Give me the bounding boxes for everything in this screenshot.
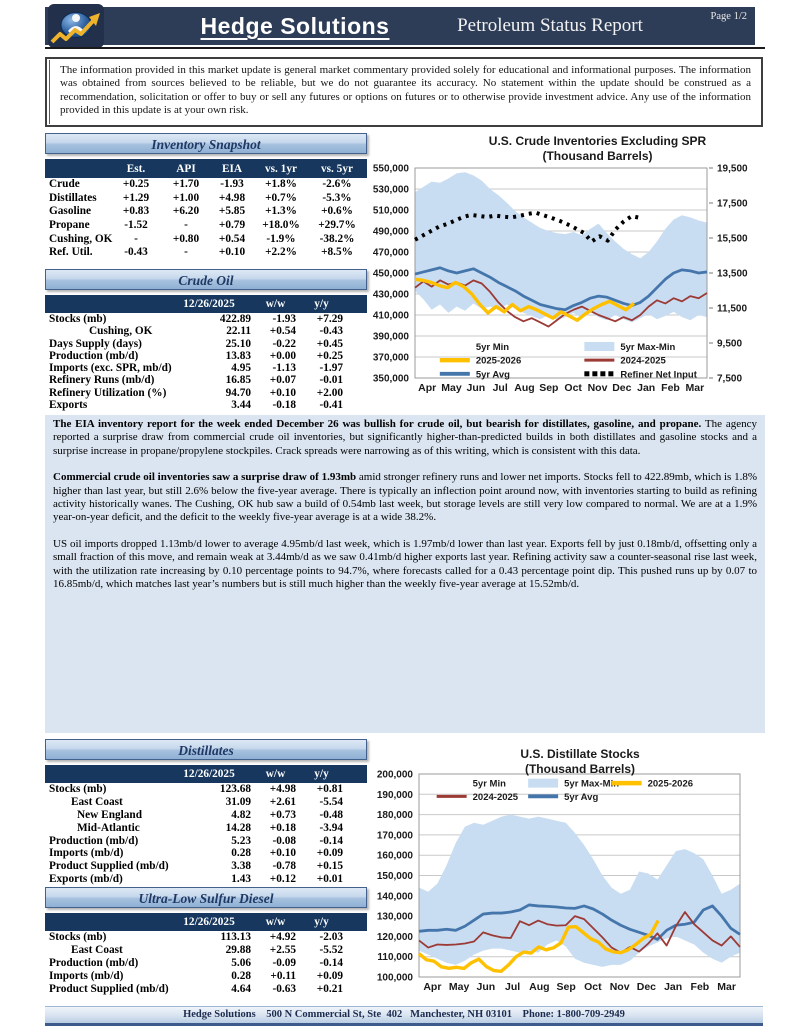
table-header [45, 295, 367, 313]
table-row [45, 205, 367, 219]
cell-value: -1.93 [220, 178, 244, 190]
cell-value: +0.00 [269, 349, 296, 362]
crude-chart-title [415, 134, 780, 164]
cell-value: +0.15 [316, 860, 343, 873]
cell-value: +2.00 [316, 386, 343, 399]
cell-value: 29.88 [225, 944, 251, 956]
row-label: Crude [49, 178, 80, 190]
svg-text:Mar: Mar [717, 981, 736, 993]
svg-text:150,000: 150,000 [376, 871, 413, 882]
cell-value: -0.01 [319, 374, 343, 387]
table-header [45, 765, 367, 783]
disclaimer-accent-line [49, 60, 50, 124]
distillates-table [45, 765, 367, 886]
legend-swatch-dot [608, 371, 613, 376]
cell-value: -0.14 [319, 957, 343, 969]
table-row [45, 178, 367, 192]
table-row [45, 374, 367, 386]
left-axis-labels [373, 164, 410, 385]
cell-value: -2.03 [319, 931, 343, 943]
column-header: vs. 5yr [320, 162, 353, 175]
cell-value: +7.29 [316, 313, 343, 325]
row-label: Days Supply (days) [49, 337, 142, 350]
cell-value: -1.97 [319, 362, 343, 375]
cell-value: +0.25 [122, 178, 150, 190]
crude-chart-title-line1: U.S. Crude Inventories Excluding SPR [488, 134, 707, 148]
cell-value: - [134, 232, 138, 245]
column-header: 12/26/2025 [183, 768, 235, 780]
svg-text:13,500: 13,500 [717, 268, 748, 280]
cell-value: +0.10 [269, 847, 296, 860]
legend-label: 5yr Avg [564, 791, 599, 803]
cell-value: +1.3% [265, 205, 297, 218]
column-header: 12/26/2025 [183, 916, 235, 928]
cell-value: +2.2% [265, 246, 297, 259]
cell-value: +0.7% [265, 191, 297, 204]
column-header: w/w [265, 916, 286, 928]
inventory-snapshot-table [45, 159, 367, 260]
cell-value: +29.7% [318, 219, 356, 232]
distillate-stocks-svg [360, 745, 800, 1003]
table-row [45, 362, 367, 374]
cell-value: 31.09 [225, 795, 251, 808]
cell-value: +2.61 [269, 795, 296, 808]
cell-value: 22.11 [226, 325, 251, 338]
cell-value: +0.18 [269, 821, 296, 834]
cell-value: 5.23 [231, 834, 251, 847]
column-header: Est. [126, 162, 146, 175]
cell-value: - [184, 219, 188, 232]
legend-label: 5yr Avg [475, 369, 510, 381]
legend-swatch-dot [600, 371, 605, 376]
table-row [45, 387, 367, 399]
cell-value: -5.3% [322, 191, 352, 204]
cell-value: +18.0% [262, 219, 300, 232]
table-row [45, 944, 367, 957]
row-label: Production (mb/d) [49, 349, 139, 362]
cell-value: +0.10 [218, 246, 246, 259]
cell-value: +0.54 [218, 232, 246, 245]
svg-text:Dec: Dec [636, 981, 657, 993]
svg-text:490,000: 490,000 [372, 226, 409, 238]
table-row [45, 796, 367, 809]
svg-text:9,500: 9,500 [717, 338, 743, 350]
legend-label: 2025-2026 [647, 778, 694, 790]
row-label: Stocks (mb) [49, 931, 107, 943]
cell-value: 5.06 [231, 957, 251, 969]
cell-value: +0.81 [316, 783, 343, 795]
table-row [45, 313, 367, 325]
svg-text:130,000: 130,000 [376, 911, 413, 923]
cell-value: -0.41 [319, 399, 343, 412]
cell-value: +8.5% [321, 246, 353, 259]
table-row [45, 246, 367, 260]
table-row [45, 350, 367, 362]
table-row [45, 931, 367, 944]
svg-text:530,000: 530,000 [372, 184, 409, 196]
cell-value: 123.68 [219, 783, 251, 795]
cell-value: +1.70 [172, 178, 200, 190]
svg-text:Sep: Sep [556, 981, 576, 993]
cell-value: +0.07 [269, 374, 296, 387]
svg-text:140,000: 140,000 [376, 891, 413, 903]
right-axis-labels [709, 164, 748, 385]
cell-value: +2.55 [269, 944, 296, 956]
cell-value: +0.11 [270, 970, 296, 982]
cell-value: +0.09 [316, 970, 343, 982]
cell-value: +5.85 [218, 205, 246, 218]
row-label: Imports (mb/d) [49, 847, 124, 860]
row-label: East Coast [71, 795, 123, 808]
cell-value: +1.00 [172, 191, 200, 204]
column-header: vs. 1yr [264, 162, 297, 175]
svg-text:390,000: 390,000 [372, 331, 409, 343]
legend-label: 2024-2025 [472, 791, 519, 803]
svg-text:Dec: Dec [612, 382, 632, 394]
crude-chart-title-line2: (Thousand Barrels) [542, 149, 653, 163]
svg-text:Apr: Apr [423, 981, 442, 993]
cell-value: +0.45 [316, 337, 343, 350]
legend-label: Refiner Net Input [620, 369, 697, 381]
svg-text:19,500: 19,500 [717, 163, 748, 175]
table-row [45, 970, 367, 983]
svg-text:Jun: Jun [476, 981, 496, 993]
svg-text:550,000: 550,000 [372, 163, 409, 175]
commentary-paragraph: The EIA inventory report for the week ended December 26 was bullish for crude oil, but bearish for distillates, gasoline, and propane. The agency reported a surprise draw from commercial crude oil inventories, but significantly higher-than-predicted builds in both distillates and gasoline stocks and a surprise increase in propane/propylene stockpiles. Crack spreads were narrowing as of this writing, which is consistent with this data. [53, 418, 757, 457]
row-label: Ref. Util. [49, 246, 93, 259]
legend-swatch-band [528, 779, 558, 788]
legend-label: 5yr Max-Min [620, 342, 676, 353]
table-row [45, 860, 367, 873]
cell-value: -0.48 [319, 808, 343, 821]
cell-value: +4.98 [269, 783, 296, 795]
chart-legend [437, 779, 693, 803]
footer-bar: Hedge Solutions 500 N Commercial St, Ste 402 Manchester, NH 03101 Phone: 1-800-709-2949 [45, 1006, 763, 1026]
svg-text:180,000: 180,000 [376, 810, 413, 822]
svg-text:Apr: Apr [418, 382, 437, 394]
row-label: East Coast [71, 944, 123, 956]
svg-text:Mar: Mar [685, 382, 705, 394]
row-label: Imports (exc. SPR, mb/d) [49, 362, 172, 375]
svg-text:Aug: Aug [514, 382, 535, 394]
table-header [45, 159, 367, 178]
crude-inventories-chart [360, 133, 800, 405]
cell-value: -5.54 [319, 795, 343, 808]
svg-text:Jan: Jan [637, 382, 656, 394]
cell-value: -38.2% [319, 232, 355, 245]
brand-name: Hedge Solutions [200, 13, 390, 39]
svg-text:May: May [448, 981, 470, 993]
cell-value: 1.43 [231, 873, 251, 886]
table-row [45, 192, 367, 206]
svg-text:370,000: 370,000 [372, 352, 409, 364]
cell-value: -0.18 [272, 399, 296, 412]
section-title-ulsd: Ultra-Low Sulfur Diesel [45, 887, 367, 908]
svg-text:Jul: Jul [492, 382, 508, 394]
column-header: y/y [314, 916, 329, 928]
row-label: Cushing, OK [49, 232, 113, 245]
cell-value: -3.94 [319, 821, 343, 834]
row-label: Product Supplied (mb/d) [49, 860, 169, 873]
svg-text:Jul: Jul [505, 981, 521, 993]
cell-value: -1.9% [266, 232, 296, 245]
cell-value: +0.10 [269, 386, 296, 399]
distillate-chart-title [400, 747, 760, 777]
table-row [45, 783, 367, 796]
cell-value: -0.14 [319, 834, 343, 847]
row-label: Refinery Runs (mb/d) [49, 374, 155, 387]
svg-text:160,000: 160,000 [376, 850, 413, 862]
svg-text:450,000: 450,000 [372, 268, 409, 280]
distillate-chart-title-line2: (Thousand Barrels) [524, 762, 635, 776]
cell-value: +0.25 [316, 349, 343, 362]
distillate-chart-title-line1: U.S. Distillate Stocks [520, 747, 640, 761]
commentary-block [45, 415, 765, 733]
cell-value: 16.85 [225, 374, 251, 387]
cell-value: 94.70 [225, 386, 251, 399]
legend-swatch-band [584, 342, 614, 351]
cell-value: 113.13 [220, 931, 251, 943]
commentary-paragraph: US oil imports dropped 1.13mb/d lower to average 4.95mb/d last week, which is 1.97mb/d lower than last year. Exports fell by just 0.18mb/d, offsetting only a small fraction of this move, and remain weak at 3.44mb/d as we saw 0.41mb/d higher exports last year. Refining activity saw a counter-seasonal rise last week, with the utilization rate increasing by 0.10 percentage points to 94.7%, where forecasts called for a 0.43 percentage point dip. This pushed runs up by 0.07 to 16.85mb/d, which matches last year’s numbers but is still much higher than the weekly five-year average at 15.52mb/d. [53, 537, 757, 591]
cell-value: +0.54 [269, 325, 296, 338]
cell-value: 3.38 [231, 860, 251, 873]
legend-label: 5yr Min [475, 342, 510, 353]
cell-value: 14.28 [225, 821, 251, 834]
svg-text:7,500: 7,500 [717, 373, 743, 385]
column-header: y/y [314, 298, 329, 310]
cell-value: -0.43 [124, 246, 148, 259]
column-header: y/y [314, 768, 329, 780]
svg-text:110,000: 110,000 [377, 952, 413, 964]
svg-text:Oct: Oct [564, 382, 582, 394]
row-label: Gasoline [49, 205, 92, 218]
cell-value: -0.63 [272, 983, 296, 995]
svg-text:Jan: Jan [664, 981, 683, 993]
cell-value: -0.22 [272, 337, 296, 350]
cell-value: -1.13 [272, 362, 296, 375]
table-row [45, 399, 367, 411]
row-label: Stocks (mb) [49, 313, 107, 325]
row-label: Mid-Atlantic [77, 821, 140, 834]
cell-value: +0.83 [122, 205, 150, 218]
cell-value: +4.98 [218, 191, 246, 204]
cell-value: +6.20 [172, 205, 200, 218]
column-header: w/w [265, 768, 286, 780]
table-row [45, 822, 367, 835]
svg-text:Sep: Sep [539, 382, 559, 394]
table-row [45, 835, 367, 848]
cell-value: +0.79 [218, 219, 246, 232]
svg-text:100,000: 100,000 [376, 972, 413, 984]
svg-text:350,000: 350,000 [372, 373, 409, 385]
cell-value: 3.44 [231, 399, 251, 412]
band-5yr-range [415, 172, 707, 322]
svg-text:410,000: 410,000 [372, 310, 409, 322]
row-label: Product Supplied (mb/d) [49, 983, 169, 995]
legend-swatch-dot [584, 371, 589, 376]
cell-value: 13.83 [225, 349, 251, 362]
svg-text:200,000: 200,000 [376, 769, 413, 781]
table-row [45, 233, 367, 247]
cell-value: +0.80 [172, 232, 200, 245]
table-row [45, 219, 367, 233]
row-label: Exports [49, 399, 88, 412]
svg-text:Aug: Aug [529, 981, 550, 993]
cell-value: +0.01 [316, 873, 343, 886]
commentary-paragraph: Commercial crude oil inventories saw a surprise draw of 1.93mb amid stronger refinery runs and lower net imports. Stocks fell to 422.89mb, which is 1.8% higher than last year, but still 2.6% below the five-year average. There is typically an inflection point around now, with inventories starting to build as refining activity historically wanes. The Cushing, OK hub saw a build of 0.54mb last week, but storage levels are still very low compared to normal. We are at a 1.9% year-on-year deficit, and the deficit to the weekly five-year average is at a wide 38.2%. [53, 471, 757, 524]
left-axis-labels [377, 770, 414, 984]
cell-value: -2.6% [322, 178, 352, 190]
chart-legend [440, 342, 698, 380]
cell-value: +0.21 [316, 983, 343, 995]
cell-value: -0.78 [272, 860, 296, 873]
cell-value: - [184, 246, 188, 259]
disclaimer-text: The information provided in this market update is general market commentary provided solely for educational and informational purposes. The information was obtained from sources believed to be reliable, but we do not guarantee its accuracy. No statement within the update should be construed as a recommendation, solicitation or offer to buy or sell any futures or options on futures or to otherwise provide investment advice. Any use of the information provided in this update is at your own risk. [60, 64, 751, 117]
cell-value: +0.12 [269, 873, 296, 886]
row-label: Cushing, OK [89, 325, 153, 338]
legend-label: 5yr Max-Min [564, 778, 620, 790]
cell-value: 0.28 [231, 970, 251, 982]
cell-value: -1.52 [124, 219, 148, 232]
disclaimer-box [45, 57, 763, 127]
svg-text:Oct: Oct [584, 981, 602, 993]
cell-value: 4.64 [231, 983, 251, 995]
table-row [45, 983, 367, 996]
svg-text:May: May [441, 382, 462, 394]
cell-value: 0.28 [231, 847, 251, 860]
svg-text:470,000: 470,000 [372, 247, 409, 259]
section-title-crude-oil: Crude Oil [45, 269, 367, 290]
cell-value: +4.92 [269, 931, 296, 943]
cell-value: +0.09 [316, 847, 343, 860]
distillate-stocks-chart [360, 745, 800, 1003]
row-label: New England [77, 808, 142, 821]
band-5yr-range [419, 815, 740, 967]
column-header: EIA [221, 162, 243, 175]
logo-icon [48, 4, 104, 48]
crude-inventories-svg [360, 133, 800, 405]
cell-value: +0.73 [269, 808, 296, 821]
cell-value: 4.95 [231, 362, 251, 375]
table-row [45, 847, 367, 860]
company-logo [48, 4, 104, 48]
cell-value: +0.6% [321, 205, 353, 218]
svg-text:11,500: 11,500 [717, 303, 748, 315]
row-label: Refinery Utilization (%) [49, 386, 167, 399]
cell-value: 25.10 [225, 337, 251, 350]
row-label: Production (mb/d) [49, 957, 139, 969]
column-header: 12/26/2025 [183, 298, 235, 310]
cell-value: -1.93 [272, 313, 296, 325]
table-row [45, 873, 367, 886]
svg-text:17,500: 17,500 [717, 198, 748, 210]
section-title-inventory-snapshot: Inventory Snapshot [45, 133, 367, 154]
legend-label: 2025-2026 [475, 355, 522, 367]
table-header [45, 913, 367, 931]
x-axis-labels [418, 382, 704, 394]
row-label: Imports (mb/d) [49, 970, 124, 982]
legend-label: 2024-2025 [620, 355, 666, 367]
column-header: API [176, 162, 196, 175]
svg-text:510,000: 510,000 [372, 205, 409, 217]
crude-oil-table [45, 295, 367, 411]
row-label: Stocks (mb) [49, 783, 107, 795]
cell-value: +1.29 [122, 191, 150, 204]
legend-swatch-dot [592, 371, 597, 376]
header-divider [45, 47, 765, 49]
cell-value: 422.89 [219, 313, 251, 325]
cell-value: -5.52 [319, 944, 343, 956]
section-title-distillates: Distillates [45, 739, 367, 760]
svg-text:Jun: Jun [466, 382, 486, 394]
svg-text:Feb: Feb [661, 382, 680, 394]
svg-text:15,500: 15,500 [717, 233, 748, 245]
cell-value: -0.08 [272, 834, 296, 847]
ulsd-table [45, 913, 367, 996]
table-row [45, 325, 367, 337]
cell-value: -0.09 [272, 957, 296, 969]
table-row [45, 809, 367, 822]
report-title: Petroleum Status Report [457, 15, 643, 36]
x-axis-labels [423, 981, 736, 993]
page-number: Page 1/2 [710, 11, 747, 22]
cell-value: +1.8% [265, 178, 297, 190]
svg-text:190,000: 190,000 [376, 789, 413, 801]
column-header: w/w [265, 298, 286, 310]
row-label: Production (mb/d) [49, 834, 139, 847]
legend-label: 5yr Min [472, 778, 506, 790]
table-row [45, 957, 367, 970]
row-label: Propane [49, 219, 90, 232]
svg-text:170,000: 170,000 [376, 830, 413, 842]
svg-text:Nov: Nov [587, 382, 608, 394]
cell-value: 4.82 [231, 808, 251, 821]
table-row [45, 338, 367, 350]
svg-text:Nov: Nov [609, 981, 630, 993]
row-label: Exports (mb/d) [49, 873, 123, 886]
row-label: Distillates [49, 191, 97, 204]
cell-value: -0.43 [319, 325, 343, 338]
svg-text:120,000: 120,000 [376, 931, 413, 943]
svg-text:Feb: Feb [690, 981, 710, 993]
header-banner [45, 7, 755, 45]
svg-text:430,000: 430,000 [372, 289, 409, 301]
